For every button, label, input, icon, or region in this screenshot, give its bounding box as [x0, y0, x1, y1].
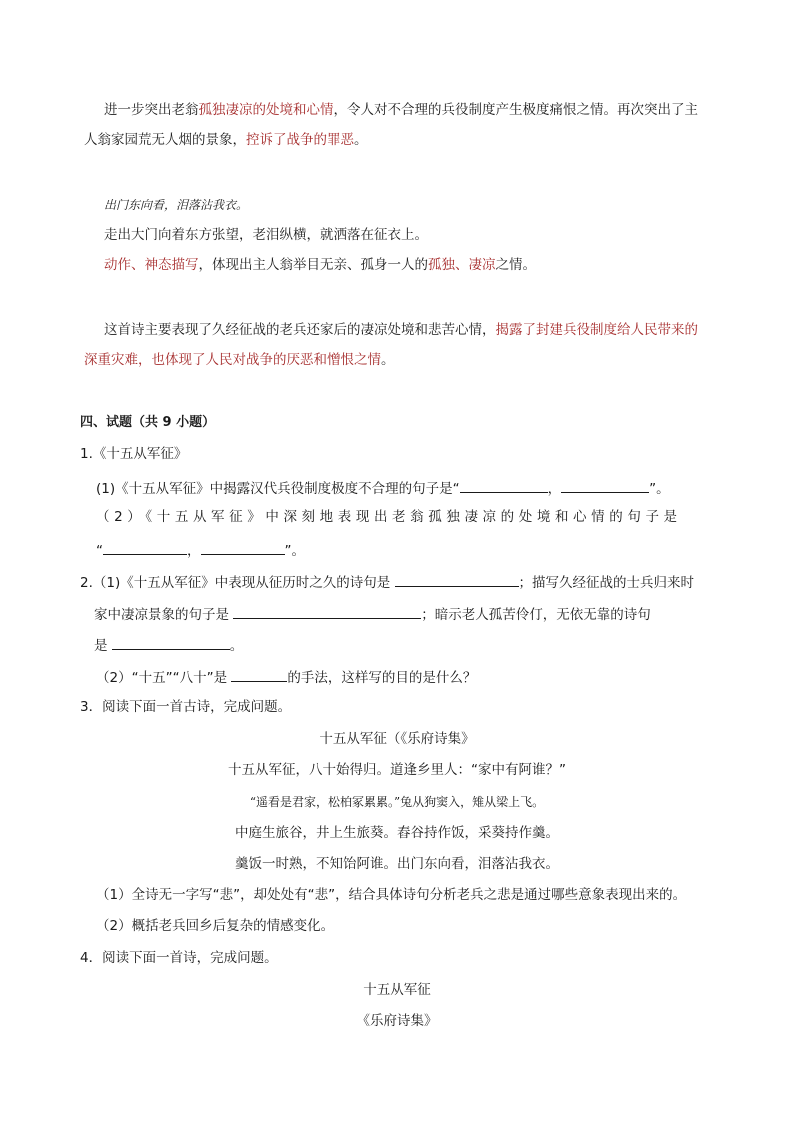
question-1-title: 1.《十五从军征》 — [80, 446, 188, 462]
poem-source: 《乐府诗集》 — [356, 1013, 438, 1029]
poem-line: “遥看是君家，松柏冢累累。”兔从狗窦入，雉从梁上飞。 — [249, 795, 545, 809]
question-text: （2）“十五”“八十”是 — [96, 670, 228, 686]
question-1-sub-2-cont — [96, 542, 305, 559]
analysis-text: 之情。 — [495, 257, 536, 273]
question-text: 2.（1)《十五从军征》中表现从征历时之久的诗句是 — [80, 575, 391, 591]
note-highlight: 孤独凄凉的处境和心情 — [198, 102, 334, 118]
poem-line: 中庭生旅谷，井上生旅葵。舂谷持作饭，采葵持作羹。 — [235, 825, 559, 841]
question-text: 。 — [229, 638, 244, 654]
summary-line-1 — [104, 324, 698, 338]
note-text: 人翁家园荒无人烟的景象， — [84, 132, 246, 148]
question-text: ， — [187, 543, 201, 559]
note-paragraph-1-line-2 — [84, 134, 368, 148]
question-text: ”。 — [284, 543, 305, 559]
answer-blank[interactable] — [231, 669, 287, 682]
question-3-sub-2: （2）概括老兵回乡后复杂的情感变化。 — [96, 918, 335, 934]
summary-text: 。 — [381, 352, 395, 368]
poem-line: 十五从军征，八十始得归。道逢乡里人：“家中有阿谁？” — [228, 762, 566, 778]
question-2-line-2 — [94, 606, 651, 623]
question-3-intro: 3．阅读下面一首古诗，完成问题。 — [80, 699, 292, 715]
question-text: ；描写久经征战的士兵归来时 — [518, 575, 695, 591]
answer-blank[interactable] — [233, 606, 421, 619]
question-text: (1)《十五从军征》中揭露汉代兵役制度极度不合理的句子是“ — [96, 481, 460, 497]
question-1-sub-2: （2）《十五从军征》中深刻地表现出老翁孤独凄凉的处境和心情的句子是 — [96, 509, 682, 525]
question-text: ”。 — [649, 481, 670, 497]
question-text: ；暗示老人孤苦伶仃，无依无靠的诗句 — [421, 607, 651, 623]
answer-blank[interactable] — [201, 542, 285, 555]
answer-blank[interactable] — [460, 480, 548, 493]
answer-blank[interactable] — [103, 542, 187, 555]
question-text: 的手法，这样写的目的是什么？ — [287, 670, 477, 686]
section-heading: 四、试题（共 9 小题） — [80, 415, 216, 430]
summary-highlight: 深重灾难，也体现了人民对战争的厌恶和憎恨之情 — [84, 352, 381, 368]
note-text: 进一步突出老翁 — [104, 102, 199, 118]
analysis-highlight: 孤独、凄凉 — [428, 257, 496, 273]
note-paragraph-1-line-1 — [104, 104, 698, 118]
question-2-sub-2 — [96, 669, 476, 686]
note-highlight: 控诉了战争的罪恶 — [246, 132, 354, 148]
question-text: ， — [547, 481, 562, 497]
analysis-highlight: 动作、神态描写 — [104, 257, 199, 273]
question-text: 家中凄凉景象的句子是 — [94, 607, 229, 623]
verse-analysis — [104, 259, 536, 273]
poem-line: 羹饭一时熟，不知饴阿谁。出门东向看，泪落沾我衣。 — [235, 856, 559, 872]
question-4-intro: 4．阅读下面一首诗，完成问题。 — [80, 950, 278, 966]
summary-text: 这首诗主要表现了久经征战的老兵还家后的凄凉处境和悲苦心情， — [104, 322, 496, 338]
question-text: “ — [96, 543, 103, 559]
quoted-verse: 出门东向看，泪落沾我衣。 — [104, 198, 249, 212]
answer-blank[interactable] — [112, 637, 230, 650]
question-text: 是 — [94, 638, 108, 654]
question-3-sub-1: （1）全诗无一字写“悲”，却处处有“悲”，结合具体诗句分析老兵之悲是通过哪些意象表现出来的。 — [96, 887, 687, 903]
summary-highlight: 揭露了封建兵役制度给人民带来的 — [495, 322, 698, 338]
answer-blank[interactable] — [395, 574, 519, 587]
question-2-line-3 — [94, 637, 243, 654]
question-2-line-1 — [80, 574, 694, 591]
poem-title: 十五从军征（《乐府诗集》 — [319, 731, 475, 747]
answer-blank[interactable] — [561, 480, 649, 493]
note-text: ，令人对不合理的兵役制度产生极度痛恨之情。再次突出了主 — [333, 102, 698, 118]
question-1-sub-1 — [96, 480, 670, 497]
note-text: 。 — [354, 132, 368, 148]
poem-title: 十五从军征 — [363, 982, 431, 998]
verse-translation: 走出大门向着东方张望，老泪纵横，就洒落在征衣上。 — [104, 227, 428, 243]
analysis-text: ，体现出主人翁举目无亲、孤身一人的 — [198, 257, 428, 273]
summary-line-2 — [84, 354, 395, 368]
